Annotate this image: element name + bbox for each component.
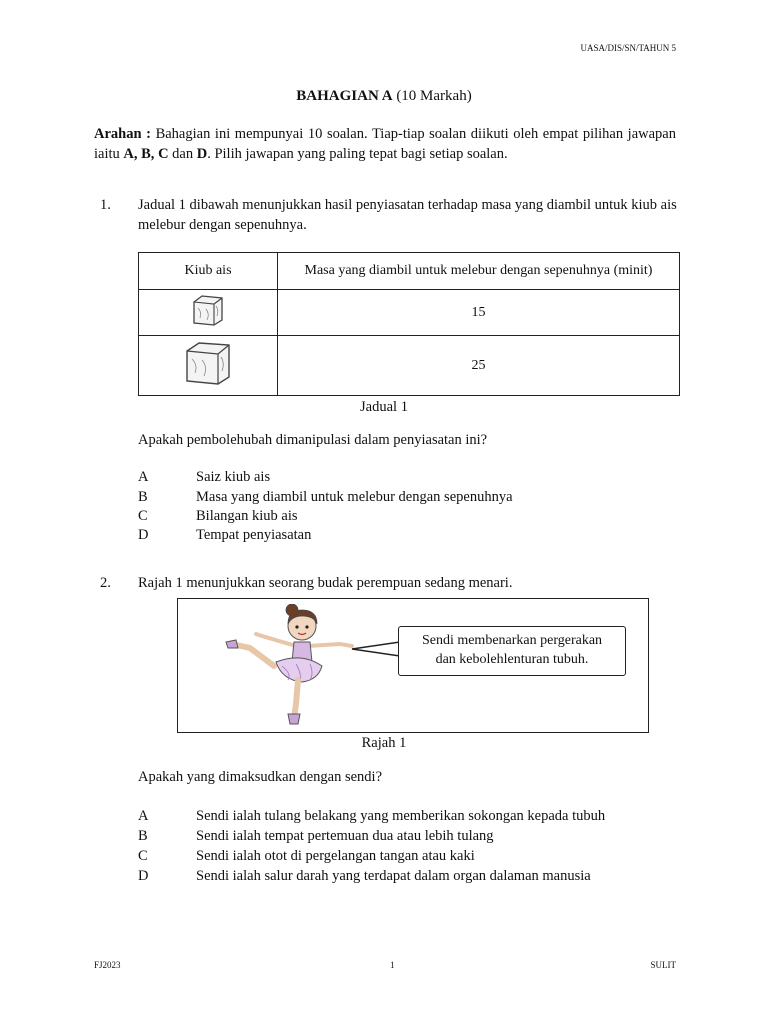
q1-option-c: Bilangan kiub ais — [196, 508, 298, 524]
speech-bubble-line-2: dan kebolehlenturan tubuh. — [435, 652, 589, 667]
q2-option-c: Sendi ialah otot di pergelangan tangan atau kaki — [196, 848, 475, 864]
question-1-number: 1. — [100, 197, 111, 213]
large-ice-cube-icon — [182, 339, 234, 387]
q1-option-letter: C — [138, 508, 148, 524]
speech-bubble-line-1: Sendi membenarkan pergerakan — [421, 633, 603, 648]
q2-option-letter: C — [138, 848, 148, 864]
page-number: 1 — [390, 960, 395, 970]
q2-option-letter: B — [138, 828, 148, 844]
q1-option-letter: B — [138, 489, 148, 505]
option-a-ref: A, — [123, 146, 138, 162]
option-d-ref: D — [196, 146, 208, 162]
speech-bubble — [398, 626, 626, 676]
option-c-ref: C — [158, 146, 169, 162]
table-header-row — [139, 253, 680, 290]
table-row — [139, 290, 680, 336]
section-title — [0, 88, 768, 105]
q2-option-d: Sendi ialah salur darah yang terdapat dalam organ dalaman manusia — [196, 868, 591, 884]
q2-option-b: Sendi ialah tempat pertemuan dua atau lebih tulang — [196, 828, 494, 844]
section-marks: (10 Markah) — [396, 88, 472, 104]
instructions-text-end: . Pilih jawapan yang paling tepat bagi setiap soalan. — [207, 146, 508, 162]
option-b-ref: B, — [141, 146, 155, 162]
figure-caption: Rajah 1 — [361, 735, 407, 751]
question-2-text: Rajah 1 menunjukkan seorang budak perempuan sedang menari. — [138, 575, 513, 591]
question-2-number: 2. — [100, 575, 111, 591]
q1-option-letter: D — [138, 527, 149, 543]
small-ice-cube-image — [139, 290, 278, 336]
q1-option-d: Tempat penyiasatan — [196, 527, 312, 543]
table-1 — [138, 252, 680, 396]
table-header-ice-cube: Kiub ais — [139, 253, 278, 290]
classification-label: SULIT — [650, 960, 676, 970]
question-2-prompt: Apakah yang dimaksudkan dengan sendi? — [138, 769, 383, 785]
instructions-and: dan — [172, 146, 194, 162]
dancing-girl-illustration — [222, 604, 362, 728]
q1-option-b: Masa yang diambil untuk melebur dengan sepenuhnya — [196, 489, 513, 505]
document-code: UASA/DIS/SN/TAHUN 5 — [580, 43, 676, 53]
question-1-prompt: Apakah pembolehubah dimanipulasi dalam penyiasatan ini? — [138, 432, 488, 448]
large-cube-time: 25 — [278, 336, 680, 396]
q2-option-a: Sendi ialah tulang belakang yang memberikan sokongan kepada tubuh — [196, 808, 606, 824]
instructions-text: Bahagian ini mempunyai 10 soalan. Tiap-tiap soalan diikuti oleh empat pilihan jawapan iaitu — [94, 126, 676, 162]
small-cube-time: 15 — [278, 290, 680, 336]
footer-code: FJ2023 — [94, 960, 121, 970]
question-1-text: Jadual 1 dibawah menunjukkan hasil penyiasatan terhadap masa yang diambil untuk kiub ais melebur dengan sepenuhnya. — [138, 197, 677, 233]
speech-bubble-tail-icon — [350, 640, 402, 658]
instructions-label: Arahan : — [94, 126, 151, 142]
table-header-time: Masa yang diambil untuk melebur dengan sepenuhnya (minit) — [278, 253, 680, 290]
section-name: BAHAGIAN A — [296, 88, 393, 104]
table-row — [139, 336, 680, 396]
q2-option-letter: A — [138, 808, 149, 824]
q2-option-letter: D — [138, 868, 149, 884]
table-caption: Jadual 1 — [360, 399, 408, 415]
instructions — [94, 124, 676, 164]
q1-option-letter: A — [138, 469, 149, 485]
q1-option-a: Saiz kiub ais — [196, 469, 271, 485]
small-ice-cube-icon — [188, 292, 228, 328]
large-ice-cube-image — [139, 336, 278, 396]
